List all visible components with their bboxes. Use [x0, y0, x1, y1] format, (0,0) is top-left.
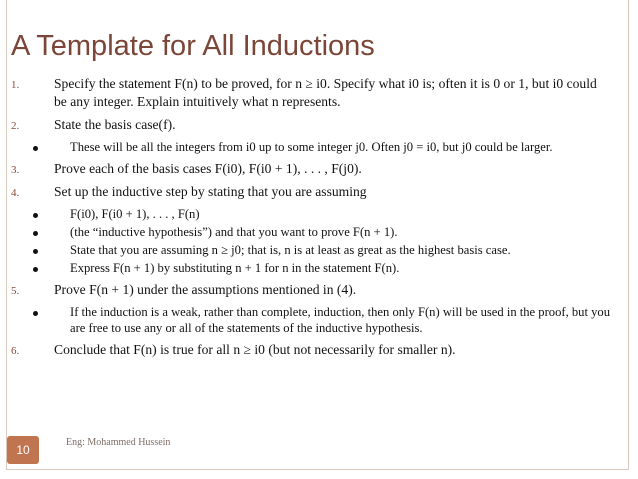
- sub-bullet: [11, 304, 611, 336]
- bullet-dot-icon: [33, 213, 38, 218]
- bullet-dot-icon: [33, 249, 38, 254]
- item-number: 3.: [11, 164, 20, 176]
- item-number: 5.: [11, 285, 20, 297]
- slide-title: A Template for All Inductions: [11, 30, 375, 62]
- bullet-text: F(i0), F(i0 + 1), . . . , F(n): [70, 207, 200, 221]
- item-number: 6.: [11, 345, 20, 357]
- item-text: State the basis case(f).: [54, 117, 176, 132]
- item-number: 1.: [11, 79, 20, 91]
- bullet-text: If the induction is a weak, rather than complete, induction, then only F(n) will be used in the proof, but you are free to use any or all of the statements of the inductive hypothesis.: [70, 305, 611, 335]
- bullet-dot-icon: [33, 146, 38, 151]
- page-number: 10: [16, 443, 30, 457]
- bullet-text: These will be all the integers from i0 up to some integer j0. Often j0 = i0, but j0 could be larger.: [70, 140, 553, 154]
- bullet-text: (the “inductive hypothesis”) and that you want to prove F(n + 1).: [70, 225, 398, 239]
- list-item: [11, 75, 611, 111]
- item-text: Prove each of the basis cases F(i0), F(i0 + 1), . . . , F(j0).: [54, 161, 362, 176]
- sub-bullet: [11, 139, 611, 155]
- footer-author: Eng: Mohammed Hussein: [66, 437, 171, 448]
- sub-bullet: [11, 260, 611, 276]
- list-item: [11, 160, 611, 178]
- list-item: [11, 183, 611, 201]
- item-text: Set up the inductive step by stating that you are assuming: [54, 184, 367, 199]
- page-number-badge: [7, 436, 39, 464]
- bullet-dot-icon: [33, 231, 38, 236]
- list-item: [11, 116, 611, 134]
- sub-bullet: [11, 242, 611, 258]
- list-item: [11, 281, 611, 299]
- item-number: 4.: [11, 187, 20, 199]
- bullet-dot-icon: [33, 267, 38, 272]
- bullet-text: Express F(n + 1) by substituting n + 1 for n in the statement F(n).: [70, 261, 400, 275]
- item-number: 2.: [11, 120, 20, 132]
- slide-content: [11, 75, 611, 364]
- item-text: Specify the statement F(n) to be proved, for n ≥ i0. Specify what i0 is; often it is 0 or 1, but i0 could be any integer. Explain intuitively what n represents.: [54, 76, 597, 109]
- sub-bullet: [11, 206, 611, 222]
- item-text: Conclude that F(n) is true for all n ≥ i0 (but not necessarily for smaller n).: [54, 342, 456, 357]
- bullet-text: State that you are assuming n ≥ j0; that is, n is at least as great as the highest basis case.: [70, 243, 511, 257]
- bullet-dot-icon: [33, 311, 38, 316]
- item-text: Prove F(n + 1) under the assumptions mentioned in (4).: [54, 282, 357, 297]
- sub-bullet: [11, 224, 611, 240]
- list-item: [11, 341, 611, 359]
